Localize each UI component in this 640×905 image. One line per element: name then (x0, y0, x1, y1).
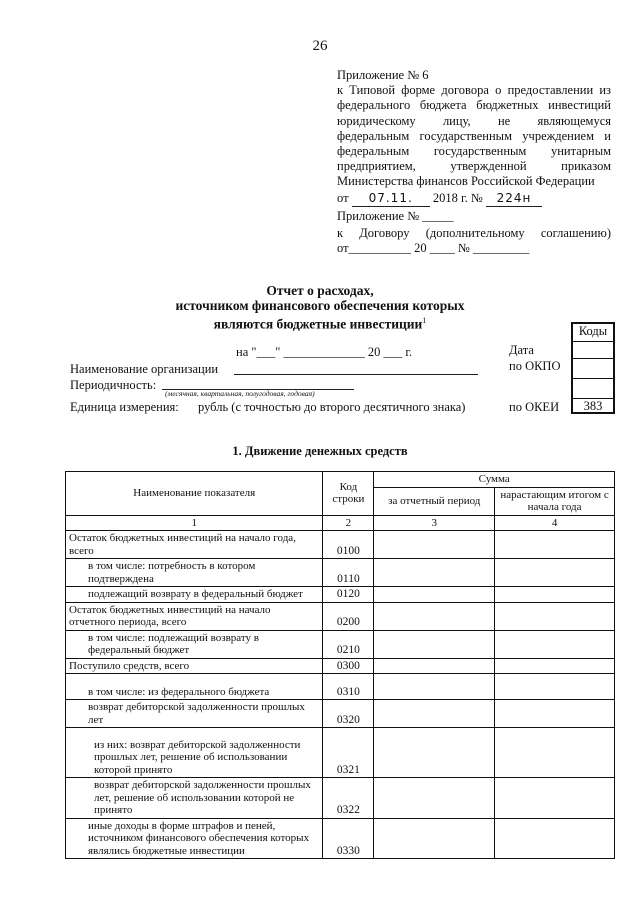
table-row (66, 778, 615, 819)
periodicity-label: Периодичность: (70, 378, 157, 392)
row-code: 0321 (323, 728, 374, 778)
order-from-prefix: от (337, 190, 349, 205)
report-title-line: Отчет о расходах, (266, 283, 374, 298)
footnote-mark: 1 (422, 316, 427, 325)
org-name-label: Наименование организации (70, 362, 219, 376)
appendix-6-line: предприятием, утвержденной приказом (337, 159, 611, 174)
report-title-text: являются бюджетные инвестиции (213, 316, 423, 332)
value-cell-cumulative[interactable] (495, 674, 615, 700)
row-name: Поступило средств, всего (66, 658, 323, 674)
page-number: 26 (312, 38, 328, 54)
table-row (66, 587, 615, 603)
value-cell-period[interactable] (374, 728, 495, 778)
report-title-line: источником финансового обеспечения которых (175, 298, 465, 313)
appendix-6-line: Министерства финансов Российской Федерации (337, 174, 595, 189)
header-name: Наименование показателя (66, 472, 323, 516)
unit-value: рубль (с точностью до второго десятичного знака) (198, 400, 466, 414)
row-name: возврат дебиторской задолженности прошлых лет, решение об использовании которой не принято (66, 778, 323, 819)
value-cell-cumulative[interactable] (495, 658, 615, 674)
row-name: подлежащий возврату в федеральный бюджет (66, 587, 323, 603)
row-code: 0200 (323, 602, 374, 630)
appendix-6-line: юридическому лицу, не являющемуся (337, 113, 611, 128)
section-1-title: 1. Движение денежных средств (232, 444, 408, 458)
row-code: 0310 (323, 674, 374, 700)
appendix-6-line: федеральным государственным унитарным (337, 144, 611, 159)
colnum-cell: 4 (495, 515, 615, 531)
value-cell-period[interactable] (374, 587, 495, 603)
header-cumulative: нарастающим итогом с начала года (495, 487, 615, 515)
row-name: возврат дебиторской задолженности прошлых лет (66, 700, 323, 728)
row-name: из них: возврат дебиторской задолженности прошлых лет, решение об использовании которой принято (66, 728, 323, 778)
value-cell-cumulative[interactable] (495, 778, 615, 819)
order-number-value: 224н (486, 191, 542, 207)
header-period: за отчетный период (374, 487, 495, 515)
table-row (66, 728, 615, 778)
periodicity-code-cell[interactable] (573, 378, 613, 398)
unit-label: Единица измерения: (70, 400, 179, 414)
row-code: 0300 (323, 658, 374, 674)
value-cell-cumulative[interactable] (495, 587, 615, 603)
appendix-contract-date-line: от__________ 20 ____ № _________ (337, 241, 530, 256)
okei-code-cell: 383 (573, 398, 613, 412)
value-cell-cumulative[interactable] (495, 818, 615, 859)
value-cell-period[interactable] (374, 602, 495, 630)
org-name-field[interactable] (234, 374, 478, 375)
value-cell-cumulative[interactable] (495, 602, 615, 630)
value-cell-period[interactable] (374, 700, 495, 728)
okpo-code-label: по ОКПО (509, 359, 561, 373)
table-row (66, 559, 615, 587)
report-date-line: на "___" _____________ 20 ___ г. (236, 345, 413, 359)
row-name: в том числе: подлежащий возврату в федеральный бюджет (66, 630, 323, 658)
appendix-6-line: федерального бюджета бюджетных инвестиций (337, 98, 611, 113)
report-title-line (0, 313, 640, 332)
row-code: 0330 (323, 818, 374, 859)
table-row (66, 658, 615, 674)
row-code: 0100 (323, 531, 374, 559)
okei-code-label: по ОКЕИ (509, 400, 560, 414)
value-cell-period[interactable] (374, 778, 495, 819)
colnum-cell: 3 (374, 515, 495, 531)
appendix-contract-block (337, 209, 611, 257)
row-name: Остаток бюджетных инвестиций на начало года, всего (66, 531, 323, 559)
colnum-cell: 1 (66, 515, 323, 531)
table-header-row (66, 472, 615, 488)
table-row (66, 602, 615, 630)
cash-flow-table (65, 471, 615, 859)
header-code: Код строки (323, 472, 374, 516)
value-cell-cumulative[interactable] (495, 700, 615, 728)
appendix-6-line: федеральным государственным учреждением и (337, 128, 611, 143)
value-cell-cumulative[interactable] (495, 630, 615, 658)
colnum-cell: 2 (323, 515, 374, 531)
row-code: 0210 (323, 630, 374, 658)
row-name: Остаток бюджетных инвестиций на начало отчетного периода, всего (66, 602, 323, 630)
value-cell-period[interactable] (374, 674, 495, 700)
value-cell-period[interactable] (374, 658, 495, 674)
okpo-code-cell[interactable] (573, 358, 613, 378)
table-row (66, 818, 615, 859)
row-code: 0322 (323, 778, 374, 819)
appendix-6-heading: Приложение № 6 (337, 68, 429, 82)
value-cell-cumulative[interactable] (495, 531, 615, 559)
appendix-contract-line: к Договору (дополнительному соглашению) (337, 226, 611, 241)
row-code: 0320 (323, 700, 374, 728)
order-date-value: 07.11. (352, 191, 430, 207)
row-name: иные доходы в форме штрафов и пеней, источником финансового обеспечения которых являлись бюджетные инвестиции (66, 818, 323, 859)
periodicity-hint: (месячная, квартальная, полугодовая, годовая) (165, 389, 315, 398)
appendix-6-line: к Типовой форме договора о предоставлении из (337, 83, 611, 98)
row-name: в том числе: из федерального бюджета (66, 674, 323, 700)
value-cell-period[interactable] (374, 559, 495, 587)
table-row (66, 531, 615, 559)
appendix-6-block (337, 68, 611, 207)
row-code: 0120 (323, 587, 374, 603)
appendix-contract-heading: Приложение № _____ (337, 209, 454, 223)
order-date-line (337, 191, 611, 207)
table-row (66, 674, 615, 700)
row-code: 0110 (323, 559, 374, 587)
value-cell-cumulative[interactable] (495, 559, 615, 587)
row-name: в том числе: потребность в котором подтверждена (66, 559, 323, 587)
report-title (0, 283, 640, 332)
table-colnum-row (66, 515, 615, 531)
table-row (66, 630, 615, 658)
value-cell-period[interactable] (374, 531, 495, 559)
codes-title: Коды (578, 324, 608, 338)
header-sum: Сумма (374, 472, 615, 488)
value-cell-period[interactable] (374, 818, 495, 859)
date-code-label: Дата (509, 343, 534, 357)
date-code-cell[interactable] (573, 341, 613, 358)
codes-box (571, 322, 615, 414)
table-row (66, 700, 615, 728)
order-year-text: 2018 г. № (432, 190, 483, 205)
value-cell-period[interactable] (374, 630, 495, 658)
value-cell-cumulative[interactable] (495, 728, 615, 778)
